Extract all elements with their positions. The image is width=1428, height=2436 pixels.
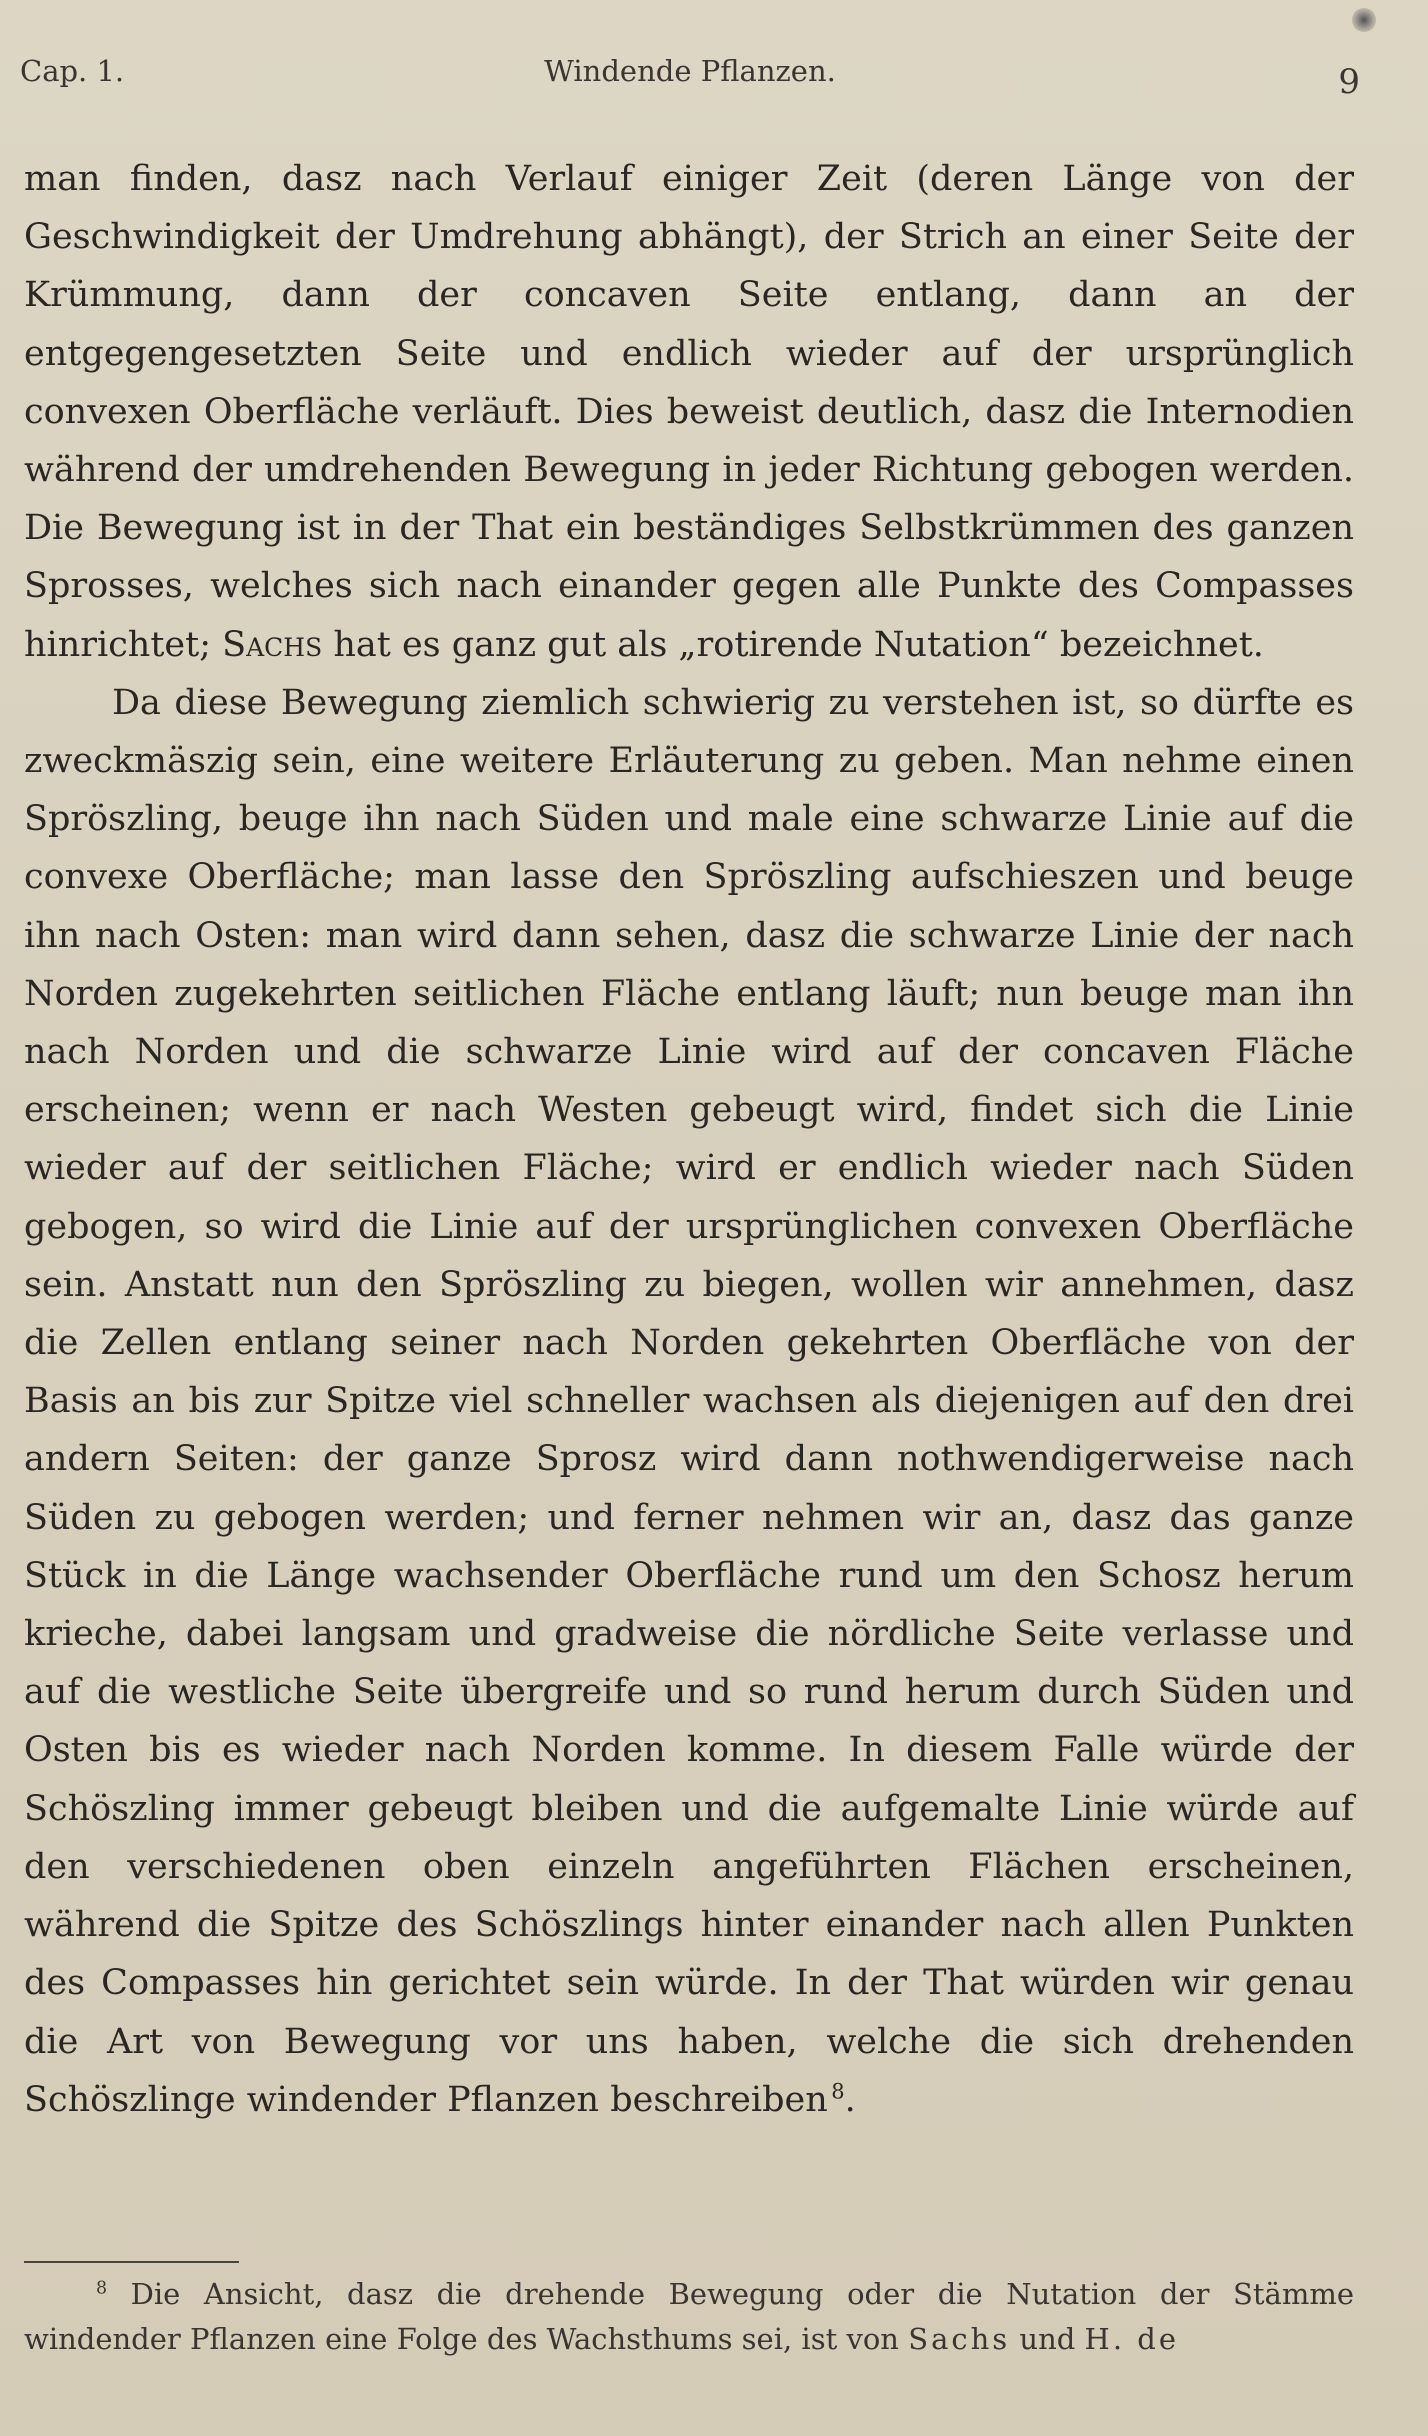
paragraph-2-end: . [844, 2079, 856, 2120]
author-name-sachs: Sachs [222, 624, 323, 665]
running-title: Windende Pflanzen. [544, 54, 836, 88]
footnote-paragraph [24, 2272, 1354, 2362]
footnote-name-sachs: Sachs [908, 2322, 1011, 2356]
main-text [24, 150, 1354, 2129]
footnote-rule [24, 2261, 239, 2263]
footnote [24, 2272, 1354, 2362]
footnote-text: Die Ansicht, dasz die drehende Bewegung oder die Nutation der Stämme windender Pflanzen eine Folge des Wachsthums sei, ist von [24, 2277, 1355, 2356]
paragraph-1-text-end: hat es ganz gut als „rotirende Nutation“ bezeichnet. [333, 624, 1264, 665]
footnote-marker: 8 [96, 2278, 108, 2299]
footnote-name-de: H. de [1084, 2322, 1179, 2356]
paragraph-2 [24, 674, 1354, 2129]
running-header [20, 50, 1360, 110]
footnote-reference: 8 [831, 2079, 845, 2104]
paragraph-2-text: Da diese Bewegung ziemlich schwierig zu verstehen ist, so dürfte es zweckmäszig sein, eine weitere Erläuterung zu geben. Man nehme einen Spröszling, beuge ihn nach Süden und male eine schwarze Linie auf die convexe Oberfläche; man lasse den Spröszling aufschieszen und beuge ihn nach Osten: man wird dann sehen, dasz die schwarze Linie der nach Norden zugekehrten seitlichen Fläche entlang läuft; nun beuge man ihn nach Norden und die schwarze Linie wird auf der concaven Fläche erscheinen; wenn er nach Westen gebeugt wird, findet sich die Linie wieder auf der seitlichen Fläche; wird er endlich wieder nach Süden gebogen, so wird die Linie auf der ursprünglichen convexen Oberfläche sein. Anstatt nun den Spröszling zu biegen, wollen wir annehmen, dasz die Zellen entlang seiner nach Norden gekehrten Oberfläche von der Basis an bis zur Spitze viel schneller wachsen als diejenigen auf den drei andern Seiten: der ganze Sprosz wird dann nothwendigerweise nach Süden zu gebogen werden; und ferner nehmen wir an, dasz das ganze Stück in die Länge wachsender Oberfläche rund um den Schosz herum krieche, dabei langsam und gradweise die nördliche Seite verlasse und auf die westliche Seite übergreife und so rund herum durch Süden und Osten bis es wieder nach Norden komme. In diesem Falle würde der Schöszling immer gebeugt bleiben und die aufgemalte Linie würde auf den verschiedenen oben einzeln angeführten Flächen erscheinen, während die Spitze des Schöszlings hinter einander nach allen Punkten des Compasses hin gerichtet sein würde. In der That würden wir genau die Art von Bewegung vor uns haben, welche die sich drehenden Schöszlinge windender Pflanzen beschreiben [24, 682, 1354, 2120]
paragraph-1-text: man finden, dasz nach Verlauf einiger Zeit (deren Länge von der Geschwindigkeit der Umdrehung abhängt), der Strich an einer Seite der Krümmung, dann der concaven Seite entlang, dann an der entgegengesetzten Seite und endlich wieder auf der ursprünglich convexen Oberfläche verläuft. Dies beweist deutlich, dasz die Internodien während der umdrehenden Bewegung in jeder Richtung gebogen werden. Die Bewegung ist in der That ein beständiges Selbstkrümmen des ganzen Sprosses, welches sich nach einander gegen alle Punkte des Compasses hinrichtet; [24, 159, 1354, 665]
chapter-label: Cap. 1. [20, 54, 125, 88]
page-number: 9 [1338, 62, 1360, 102]
ink-speck [1352, 8, 1376, 32]
footnote-text-mid: und [1019, 2322, 1076, 2356]
paragraph-1 [24, 150, 1354, 674]
